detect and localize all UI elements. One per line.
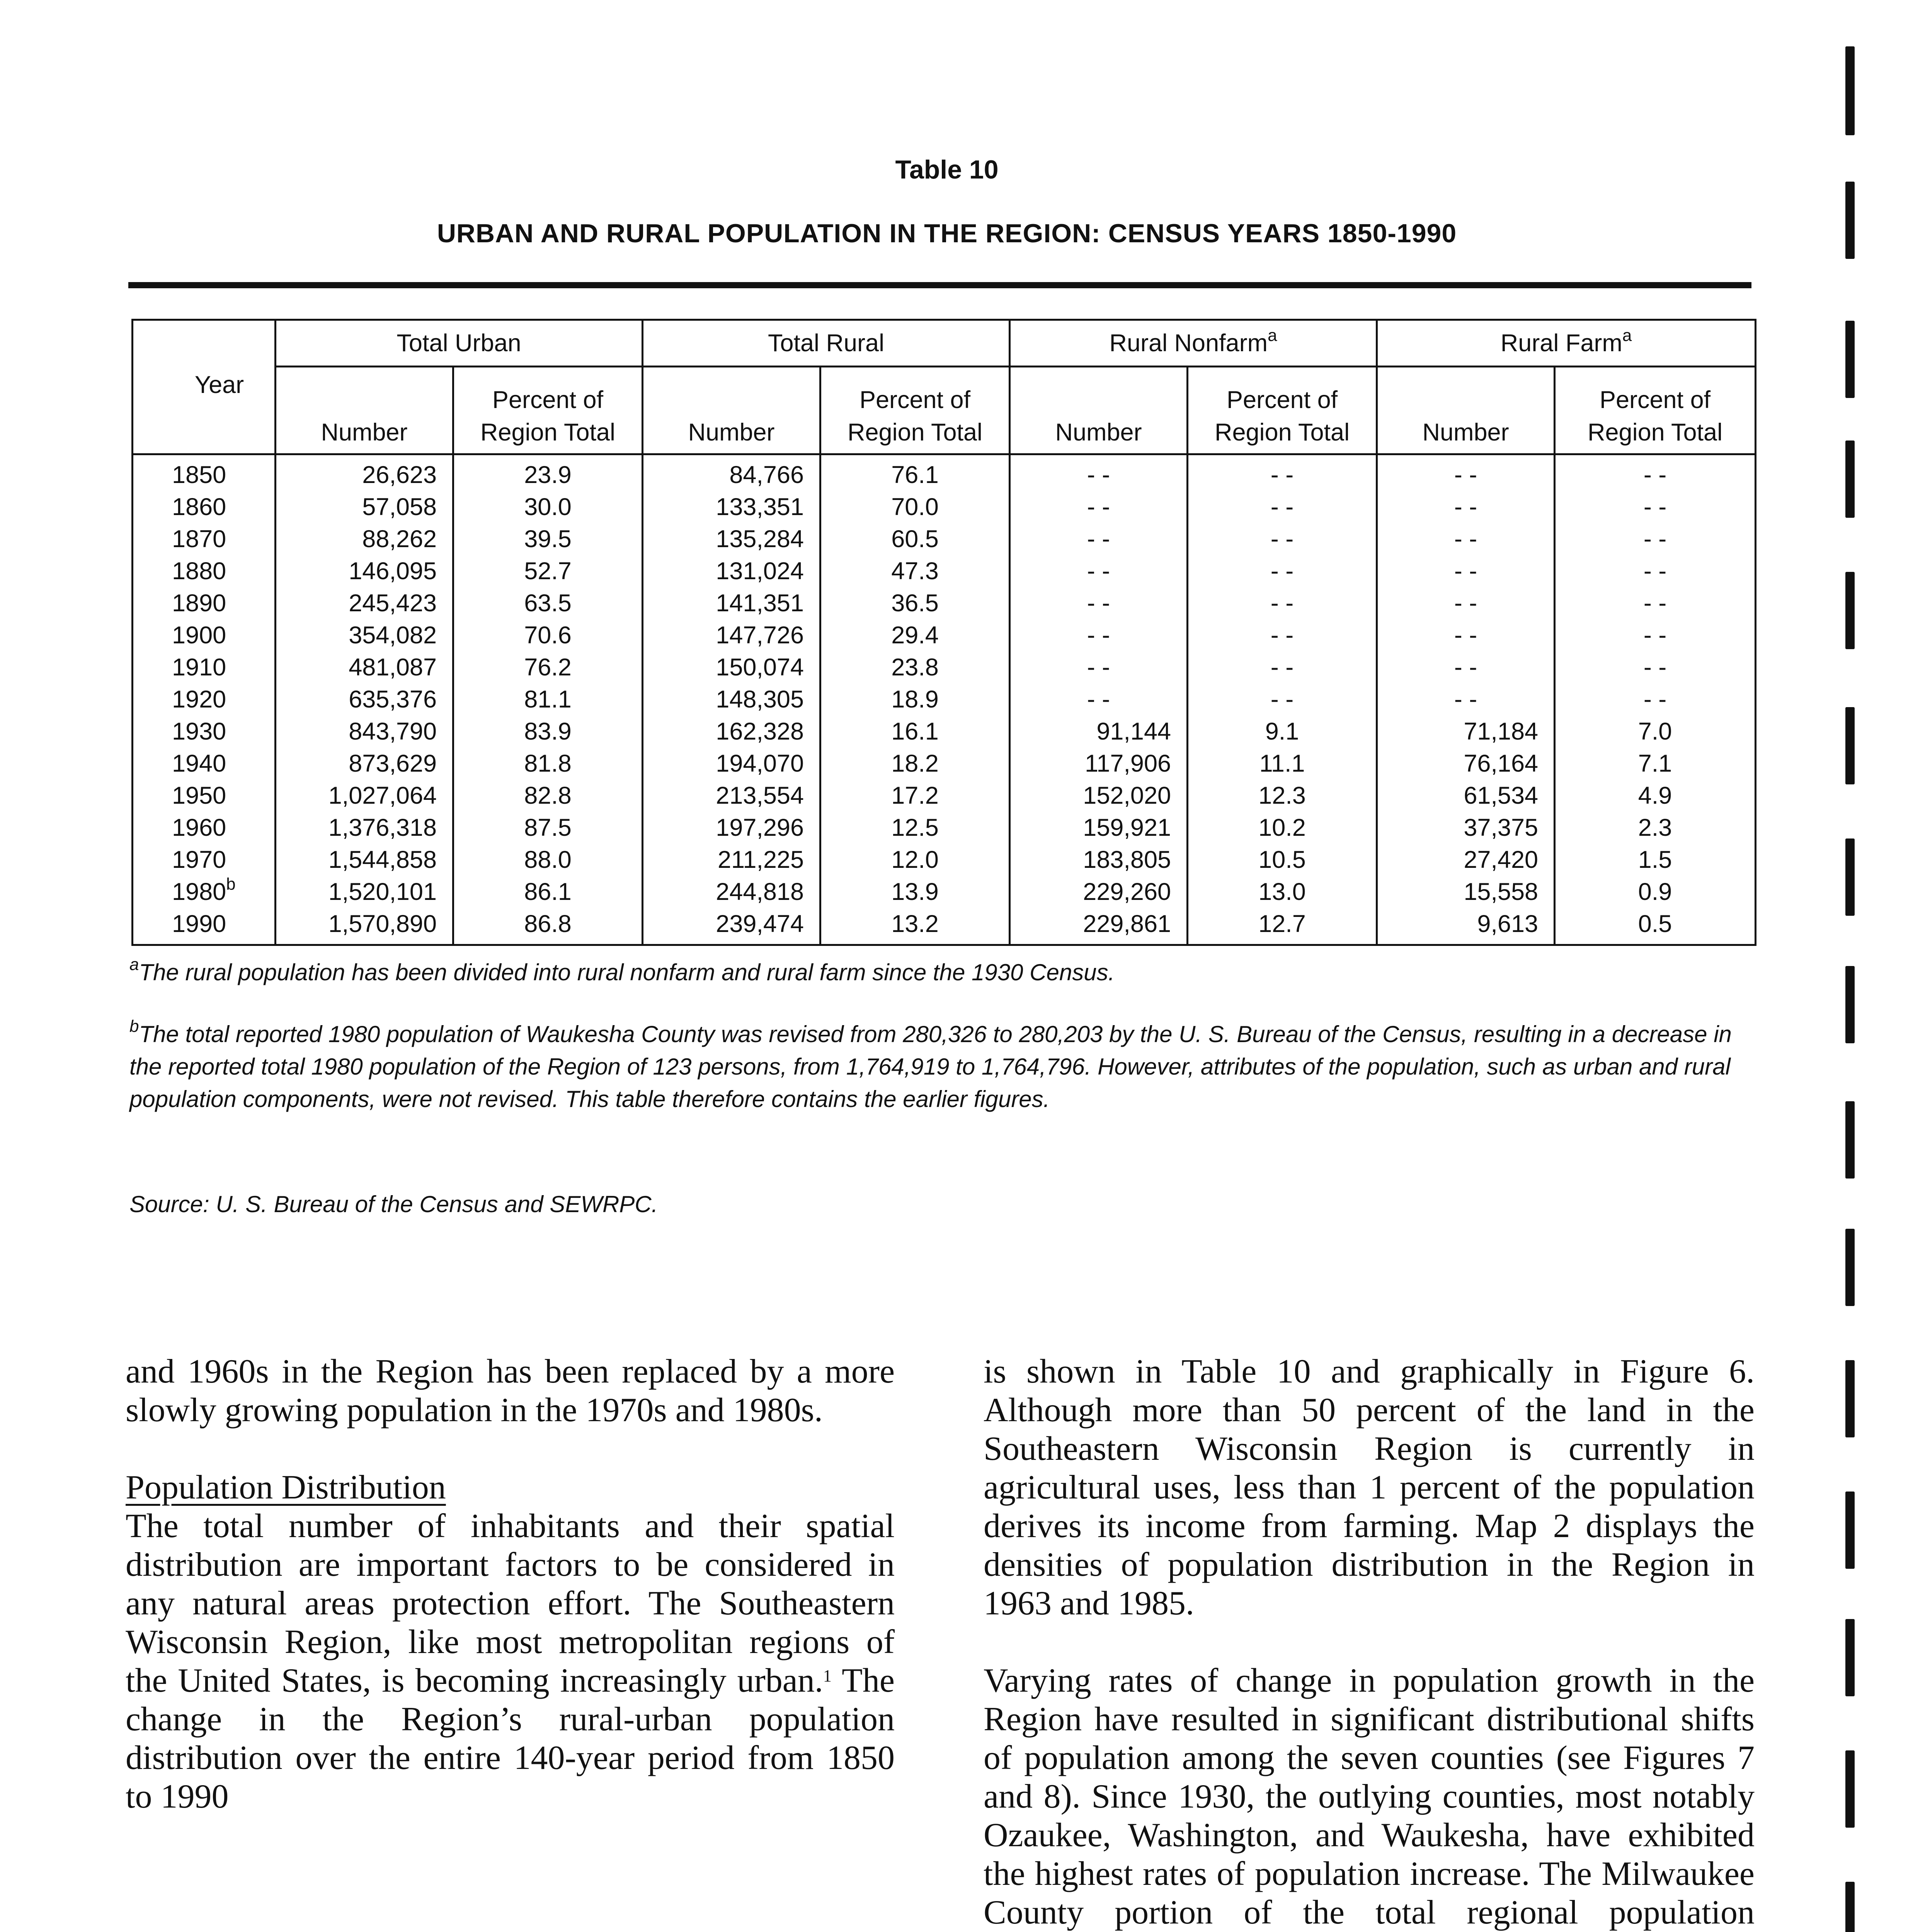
nonfarm-num-cell: - - xyxy=(1010,491,1188,523)
farm-num-cell: - - xyxy=(1377,454,1555,492)
rural-num-cell: 141,351 xyxy=(643,587,820,619)
rural-pct-cell: 17.2 xyxy=(820,780,1010,812)
rural-num-cell: 135,284 xyxy=(643,523,820,555)
rural-pct-cell: 12.5 xyxy=(820,812,1010,844)
rural-num-cell: 194,070 xyxy=(643,748,820,780)
urban-pct-cell: 70.6 xyxy=(453,619,643,651)
urban-num-cell: 245,423 xyxy=(276,587,453,619)
rural-pct-cell: 23.8 xyxy=(820,651,1010,684)
rural-pct-cell: 16.1 xyxy=(820,716,1010,748)
farm-pct-cell: - - xyxy=(1555,523,1756,555)
rural-pct-cell: 13.2 xyxy=(820,908,1010,945)
year-cell: 1950 xyxy=(133,780,276,812)
number-header: Number xyxy=(643,367,820,454)
farm-pct-cell: 7.0 xyxy=(1555,716,1756,748)
year-cell: 1920 xyxy=(133,684,276,716)
rural-num-cell: 131,024 xyxy=(643,555,820,587)
urban-pct-cell: 76.2 xyxy=(453,651,643,684)
farm-pct-cell: - - xyxy=(1555,555,1756,587)
urban-num-cell: 1,376,318 xyxy=(276,812,453,844)
table-row xyxy=(133,619,1756,651)
rural-pct-cell: 76.1 xyxy=(820,454,1010,492)
year-cell: 1930 xyxy=(133,716,276,748)
rural-num-cell: 162,328 xyxy=(643,716,820,748)
left-column xyxy=(126,1352,895,1816)
paragraph: is shown in Table 10 and graphically in Figure 6. Although more than 50 percent of the land in the Southeastern Wisconsin Region is currently in agricultural uses, less than 1 percent of the population derives its income from farming. Map 2 displays the densities of population distribution in the Region in 1963 and 1985. xyxy=(984,1353,1755,1622)
rural-num-cell: 133,351 xyxy=(643,491,820,523)
rural-pct-cell: 47.3 xyxy=(820,555,1010,587)
urban-pct-cell: 39.5 xyxy=(453,523,643,555)
table-row xyxy=(133,780,1756,812)
table-title: URBAN AND RURAL POPULATION IN THE REGION: CENSUS YEARS 1850-1990 xyxy=(437,219,1457,248)
nonfarm-pct-cell: - - xyxy=(1188,523,1377,555)
table-row xyxy=(133,454,1756,492)
rural-num-cell: 244,818 xyxy=(643,876,820,908)
table-row xyxy=(133,651,1756,684)
farm-pct-cell: 0.5 xyxy=(1555,908,1756,945)
year-cell: 1990 xyxy=(133,908,276,945)
nonfarm-num-cell: 159,921 xyxy=(1010,812,1188,844)
binding-mark xyxy=(1845,1492,1855,1569)
percent-header: Percent of Region Total xyxy=(1555,367,1756,454)
table-row xyxy=(133,491,1756,523)
group-header-nonfarm: Rural Nonfarm$^a$ xyxy=(1010,320,1377,367)
nonfarm-num-cell: - - xyxy=(1010,684,1188,716)
nonfarm-num-cell: 117,906 xyxy=(1010,748,1188,780)
nonfarm-pct-cell: 10.2 xyxy=(1188,812,1377,844)
urban-pct-cell: 87.5 xyxy=(453,812,643,844)
farm-num-cell: 9,613 xyxy=(1377,908,1555,945)
nonfarm-num-cell: 152,020 xyxy=(1010,780,1188,812)
farm-num-cell: 15,558 xyxy=(1377,876,1555,908)
table-row xyxy=(133,555,1756,587)
farm-num-cell: - - xyxy=(1377,651,1555,684)
binding-mark xyxy=(1845,1101,1855,1179)
rural-pct-cell: 36.5 xyxy=(820,587,1010,619)
table-source: Source: U. S. Bureau of the Census and SEWRPC. xyxy=(129,1191,658,1217)
year-cell: 1870 xyxy=(133,523,276,555)
nonfarm-pct-cell: - - xyxy=(1188,587,1377,619)
farm-pct-cell: 1.5 xyxy=(1555,844,1756,876)
urban-pct-cell: 30.0 xyxy=(453,491,643,523)
nonfarm-pct-cell: 9.1 xyxy=(1188,716,1377,748)
urban-num-cell: 354,082 xyxy=(276,619,453,651)
urban-num-cell: 88,262 xyxy=(276,523,453,555)
nonfarm-pct-cell: - - xyxy=(1188,491,1377,523)
urban-num-cell: 26,623 xyxy=(276,454,453,492)
table-row xyxy=(133,523,1756,555)
nonfarm-pct-cell: 12.3 xyxy=(1188,780,1377,812)
table-row xyxy=(133,716,1756,748)
farm-num-cell: 27,420 xyxy=(1377,844,1555,876)
rural-pct-cell: 12.0 xyxy=(820,844,1010,876)
table-row xyxy=(133,844,1756,876)
rural-num-cell: 211,225 xyxy=(643,844,820,876)
binding-mark xyxy=(1845,1750,1855,1828)
rural-num-cell: 197,296 xyxy=(643,812,820,844)
urban-pct-cell: 88.0 xyxy=(453,844,643,876)
year-cell: 1940 xyxy=(133,748,276,780)
year-cell: 1860 xyxy=(133,491,276,523)
nonfarm-pct-cell: 13.0 xyxy=(1188,876,1377,908)
binding-mark xyxy=(1845,440,1855,518)
group-header-farm: Rural Farm$^a$ xyxy=(1377,320,1756,367)
percent-header: Percent of Region Total xyxy=(453,367,643,454)
farm-num-cell: - - xyxy=(1377,523,1555,555)
nonfarm-num-cell: 183,805 xyxy=(1010,844,1188,876)
footnote-b: $^b$The total reported 1980 population of Waukesha County was revised from 280,326 to 280,203 by the U. S. Bureau of the Census, resulting in a decrease in the reported total 1980 population of the Region of 123 persons, from 1,764,919 to 1,764,796. However, attributes of the population, such as urban and rural population components, were not revised. This table therefore contains the earlier figures. xyxy=(129,1017,1732,1112)
rural-num-cell: 213,554 xyxy=(643,780,820,812)
nonfarm-num-cell: - - xyxy=(1010,587,1188,619)
nonfarm-pct-cell: - - xyxy=(1188,454,1377,492)
nonfarm-num-cell: - - xyxy=(1010,555,1188,587)
nonfarm-pct-cell: - - xyxy=(1188,651,1377,684)
rural-num-cell: 239,474 xyxy=(643,908,820,945)
nonfarm-num-cell: - - xyxy=(1010,651,1188,684)
nonfarm-pct-cell: 11.1 xyxy=(1188,748,1377,780)
year-cell: 1960 xyxy=(133,812,276,844)
nonfarm-num-cell: - - xyxy=(1010,619,1188,651)
table-row xyxy=(133,684,1756,716)
year-cell: 1980$^b$ xyxy=(133,876,276,908)
paragraph: and 1960s in the Region has been replaced by a more slowly growing population in the 1970s and 1980s. xyxy=(126,1353,895,1429)
nonfarm-num-cell: - - xyxy=(1010,523,1188,555)
nonfarm-num-cell: 91,144 xyxy=(1010,716,1188,748)
paragraph: Varying rates of change in population growth in the Region have resulted in significant distributional shifts of population among the seven counties (see Figures 7 and 8). Since 1930, the outlying counties, most notably Ozaukee, Washington, and Waukesha, have exhibited the highest rates of population increase. The Milwaukee County portion of the total regional population xyxy=(984,1662,1755,1931)
table-top-rule xyxy=(128,282,1751,288)
population-table xyxy=(131,319,1756,946)
rural-pct-cell: 29.4 xyxy=(820,619,1010,651)
table-row xyxy=(133,908,1756,945)
farm-num-cell: - - xyxy=(1377,587,1555,619)
percent-header: Percent of Region Total xyxy=(820,367,1010,454)
urban-num-cell: 1,027,064 xyxy=(276,780,453,812)
binding-mark xyxy=(1845,1229,1855,1306)
group-header-urban: Total Urban xyxy=(276,320,643,367)
farm-pct-cell: 4.9 xyxy=(1555,780,1756,812)
urban-num-cell: 146,095 xyxy=(276,555,453,587)
group-header-rural: Total Rural xyxy=(643,320,1010,367)
farm-pct-cell: - - xyxy=(1555,684,1756,716)
binding-mark xyxy=(1845,1619,1855,1696)
urban-num-cell: 635,376 xyxy=(276,684,453,716)
farm-pct-cell: - - xyxy=(1555,587,1756,619)
farm-num-cell: - - xyxy=(1377,555,1555,587)
year-cell: 1880 xyxy=(133,555,276,587)
farm-num-cell: - - xyxy=(1377,619,1555,651)
year-header: Year xyxy=(133,320,276,454)
urban-pct-cell: 23.9 xyxy=(453,454,643,492)
year-cell: 1850 xyxy=(133,454,276,492)
farm-num-cell: 37,375 xyxy=(1377,812,1555,844)
rural-pct-cell: 18.2 xyxy=(820,748,1010,780)
percent-header: Percent of Region Total xyxy=(1188,367,1377,454)
nonfarm-pct-cell: 12.7 xyxy=(1188,908,1377,945)
farm-pct-cell: - - xyxy=(1555,454,1756,492)
binding-mark xyxy=(1845,838,1855,916)
binding-mark xyxy=(1845,1360,1855,1437)
binding-mark xyxy=(1845,1882,1855,1932)
farm-pct-cell: 2.3 xyxy=(1555,812,1756,844)
footnote-ref: 1 xyxy=(823,1666,832,1685)
table-row xyxy=(133,812,1756,844)
year-cell: 1890 xyxy=(133,587,276,619)
table-row xyxy=(133,876,1756,908)
farm-pct-cell: - - xyxy=(1555,491,1756,523)
rural-pct-cell: 60.5 xyxy=(820,523,1010,555)
binding-mark xyxy=(1845,572,1855,649)
rural-pct-cell: 13.9 xyxy=(820,876,1010,908)
binding-mark xyxy=(1845,321,1855,398)
nonfarm-num-cell: - - xyxy=(1010,454,1188,492)
urban-pct-cell: 81.1 xyxy=(453,684,643,716)
farm-pct-cell: - - xyxy=(1555,651,1756,684)
binding-mark xyxy=(1845,182,1855,259)
rural-num-cell: 150,074 xyxy=(643,651,820,684)
number-header: Number xyxy=(276,367,453,454)
urban-pct-cell: 86.8 xyxy=(453,908,643,945)
rural-num-cell: 147,726 xyxy=(643,619,820,651)
binding-mark xyxy=(1845,707,1855,784)
urban-num-cell: 1,570,890 xyxy=(276,908,453,945)
table-row xyxy=(133,748,1756,780)
paragraph: The total number of inhabitants and their spatial distribution are important factors to be considered in any natural areas protection effort. The Southeastern Wisconsin Region, like most metropolitan regions of the United States, is becoming increasingly urban.$^1$ The change in the Region’s rural-urban population distribution over the entire 140-year period from 1850 to 1990 xyxy=(126,1507,895,1815)
urban-pct-cell: 63.5 xyxy=(453,587,643,619)
farm-pct-cell: 7.1 xyxy=(1555,748,1756,780)
rural-pct-cell: 70.0 xyxy=(820,491,1010,523)
urban-num-cell: 1,520,101 xyxy=(276,876,453,908)
farm-num-cell: 71,184 xyxy=(1377,716,1555,748)
urban-num-cell: 873,629 xyxy=(276,748,453,780)
table-row xyxy=(133,587,1756,619)
farm-pct-cell: 0.9 xyxy=(1555,876,1756,908)
urban-num-cell: 57,058 xyxy=(276,491,453,523)
binding-mark xyxy=(1845,966,1855,1043)
rural-pct-cell: 18.9 xyxy=(820,684,1010,716)
urban-pct-cell: 86.1 xyxy=(453,876,643,908)
binding-mark xyxy=(1845,46,1855,135)
farm-num-cell: 76,164 xyxy=(1377,748,1555,780)
nonfarm-num-cell: 229,861 xyxy=(1010,908,1188,945)
urban-num-cell: 843,790 xyxy=(276,716,453,748)
farm-pct-cell: - - xyxy=(1555,619,1756,651)
year-cell: 1970 xyxy=(133,844,276,876)
nonfarm-pct-cell: - - xyxy=(1188,619,1377,651)
number-header: Number xyxy=(1010,367,1188,454)
farm-num-cell: 61,534 xyxy=(1377,780,1555,812)
urban-num-cell: 1,544,858 xyxy=(276,844,453,876)
year-cell: 1910 xyxy=(133,651,276,684)
right-column xyxy=(984,1352,1755,1932)
rural-num-cell: 84,766 xyxy=(643,454,820,492)
year-cell: 1900 xyxy=(133,619,276,651)
urban-pct-cell: 52.7 xyxy=(453,555,643,587)
table-label: Table 10 xyxy=(895,155,999,184)
farm-num-cell: - - xyxy=(1377,684,1555,716)
nonfarm-pct-cell: - - xyxy=(1188,684,1377,716)
section-heading: Population Distribution xyxy=(126,1469,446,1506)
nonfarm-num-cell: 229,260 xyxy=(1010,876,1188,908)
urban-pct-cell: 81.8 xyxy=(453,748,643,780)
urban-num-cell: 481,087 xyxy=(276,651,453,684)
nonfarm-pct-cell: - - xyxy=(1188,555,1377,587)
number-header: Number xyxy=(1377,367,1555,454)
urban-pct-cell: 83.9 xyxy=(453,716,643,748)
footnote-a: $^a$The rural population has been divided into rural nonfarm and rural farm since the 1930 Census. xyxy=(129,955,1115,985)
farm-num-cell: - - xyxy=(1377,491,1555,523)
nonfarm-pct-cell: 10.5 xyxy=(1188,844,1377,876)
urban-pct-cell: 82.8 xyxy=(453,780,643,812)
rural-num-cell: 148,305 xyxy=(643,684,820,716)
